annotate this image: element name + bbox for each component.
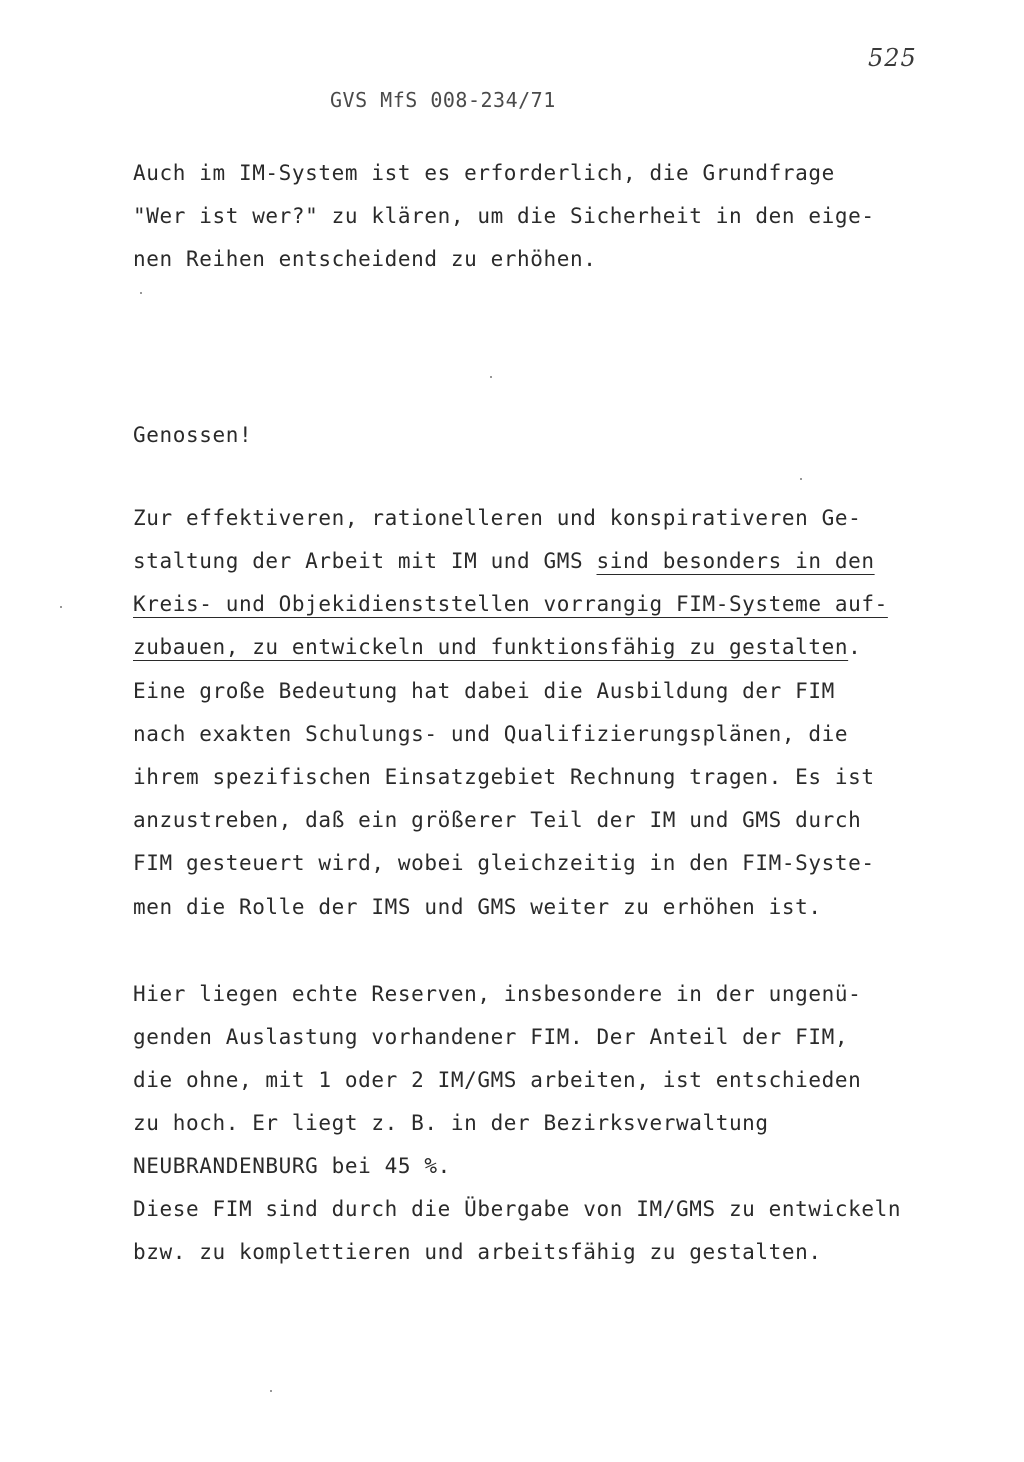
paragraph-line: nach exakten Schulungs- und Qualifizierungsplänen, die (133, 722, 849, 746)
underlined-text: Kreis- und Objekidienststellen vorrangig FIM-Systeme auf- (133, 592, 888, 616)
paragraph-line (133, 551, 875, 572)
document-reference: GVS MfS 008-234/71 (330, 88, 556, 112)
underlined-text: zubauen, zu entwickeln und funktionsfähig zu gestalten (133, 635, 849, 659)
text-run: . (848, 635, 862, 659)
paragraph-line: Zur effektiveren, rationelleren und konspirativeren Ge- (133, 506, 862, 530)
paragraph-line: ihrem spezifischen Einsatzgebiet Rechnung tragen. Es ist (133, 765, 875, 789)
scan-speck (800, 478, 802, 480)
scan-speck (490, 376, 492, 378)
paragraph-line: NEUBRANDENBURG bei 45 %. (133, 1154, 451, 1178)
paragraph-line: Eine große Bedeutung hat dabei die Ausbildung der FIM (133, 679, 835, 703)
paragraph-line (133, 594, 888, 615)
paragraph-line: genden Auslastung vorhandener FIM. Der Anteil der FIM, (133, 1025, 849, 1049)
paragraph-line: bzw. zu komplettieren und arbeitsfähig zu gestalten. (133, 1240, 822, 1264)
paragraph-line: Diese FIM sind durch die Übergabe von IM/GMS zu entwickeln (133, 1197, 902, 1221)
paragraph-line: zu hoch. Er liegt z. B. in der Bezirksverwaltung (133, 1111, 769, 1135)
paragraph-line: men die Rolle der IMS und GMS weiter zu erhöhen ist. (133, 895, 822, 919)
scan-speck (60, 606, 62, 608)
paragraph-line (133, 637, 861, 658)
paragraph-line: "Wer ist wer?" zu klären, um die Sicherheit in den eige- (133, 204, 875, 228)
paragraph-line: FIM gesteuert wird, wobei gleichzeitig in den FIM-Syste- (133, 851, 875, 875)
paragraph-line: Hier liegen echte Reserven, insbesondere in der ungenü- (133, 982, 862, 1006)
salutation: Genossen! (133, 423, 253, 447)
text-run: staltung der Arbeit mit IM und GMS (133, 549, 597, 573)
paragraph-line: nen Reihen entscheidend zu erhöhen. (133, 247, 597, 271)
underlined-text: sind besonders in den (596, 549, 875, 573)
paragraph-line: Auch im IM-System ist es erforderlich, die Grundfrage (133, 161, 835, 185)
paragraph-line: anzustreben, daß ein größerer Teil der IM und GMS durch (133, 808, 862, 832)
scan-speck (270, 1390, 272, 1392)
paragraph-line: die ohne, mit 1 oder 2 IM/GMS arbeiten, ist entschieden (133, 1068, 862, 1092)
scan-speck (140, 292, 142, 294)
page-number: 525 (868, 44, 917, 72)
